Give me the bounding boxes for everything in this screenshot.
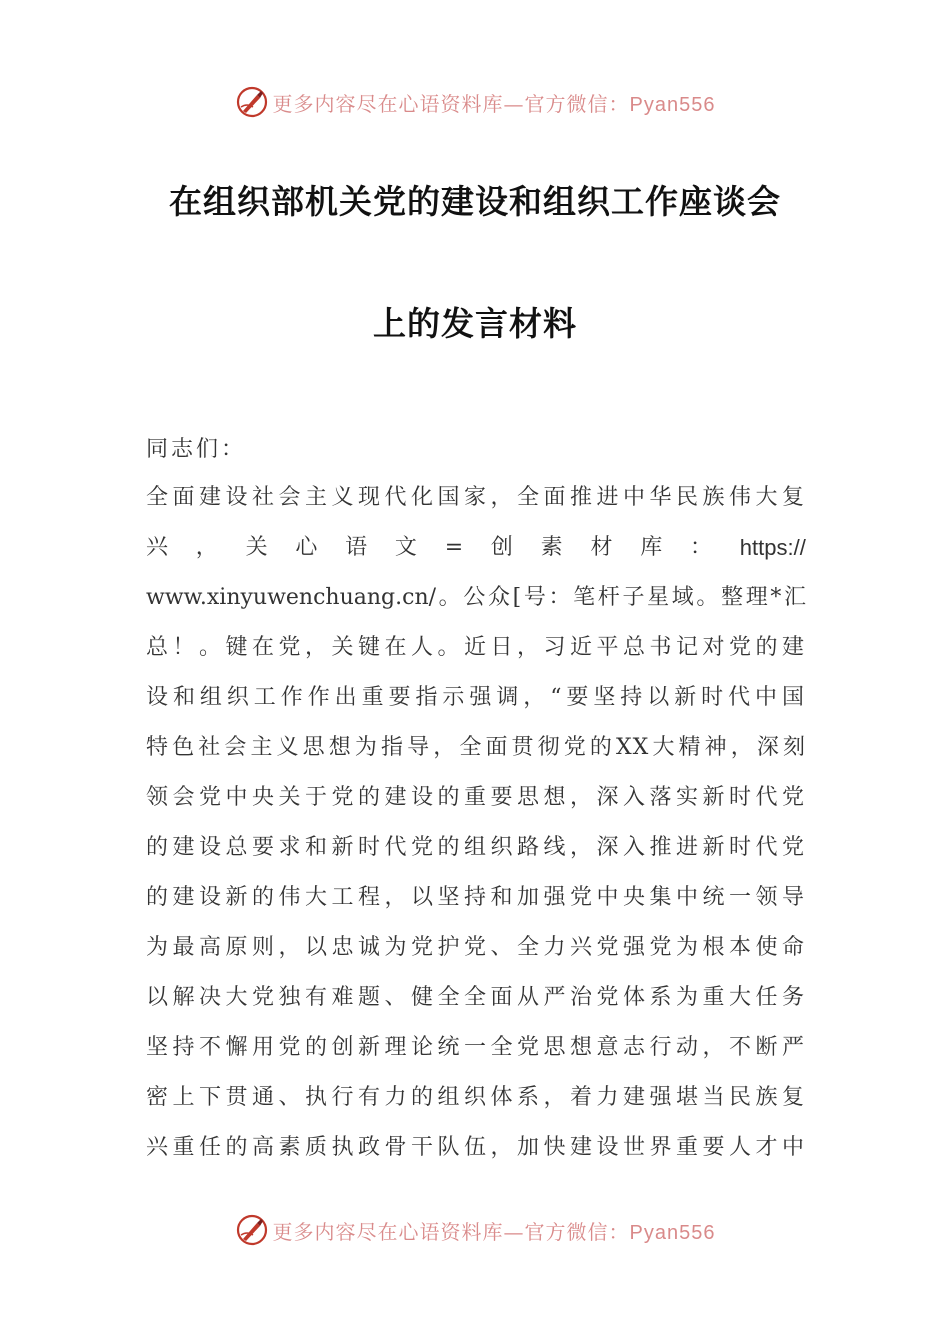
body-line: [146, 581, 806, 615]
body-char: 素: [540, 535, 563, 560]
body-line-text: www.xinyuwenchuang.cn/。公众[号：笔杆子星域。整理*汇: [146, 585, 806, 610]
body-char: 兴: [146, 535, 169, 560]
wechat-id: Pyan556: [629, 1221, 716, 1244]
body-char: 语: [345, 535, 368, 560]
body-char: 创: [490, 535, 513, 560]
body-char: 文: [394, 535, 417, 560]
body-line: 兴重任的高素质执政骨干队伍，加快建设世界重要人才中: [146, 1135, 806, 1160]
body-line: 为最高原则，以忠诚为党护党、全力兴党强党为根本使命: [146, 935, 806, 960]
body-char: ：: [690, 535, 713, 560]
pen-logo-icon: [235, 1213, 269, 1247]
document-title-line-2: 上的发言材料: [373, 304, 577, 343]
body-line: 的建设总要求和新时代党的组织路线，深入推进新时代党: [146, 835, 806, 860]
body-line: 密上下贯通、执行有力的组织体系，着力建强堪当民族复: [146, 1085, 806, 1110]
greeting: 同志们：: [146, 437, 247, 462]
body-line-spread: [146, 531, 806, 565]
body-line: 领会党中央关于党的建设的重要思想，深入落实新时代党: [146, 785, 806, 810]
body-char: ，: [195, 535, 218, 560]
body-char: 材: [590, 535, 613, 560]
body-line: 的建设新的伟大工程，以坚持和加强党中央集中统一领导: [146, 885, 806, 910]
body-char: https://: [739, 535, 806, 560]
body-line: 设和组织工作作出重要指示强调，“要坚持以新时代中国: [146, 685, 806, 710]
watermark-banner-top: [0, 82, 950, 122]
banner-text: 更多内容尽在心语资料库—官方微信：Pyan556: [272, 91, 716, 116]
body-line: 特色社会主义思想为指导，全面贯彻党的XX大精神，深刻: [146, 735, 806, 760]
body-line: 以解决大党独有难题、健全全面从严治党体系为重大任务: [146, 985, 806, 1010]
watermark-banner-bottom: [0, 1210, 950, 1250]
wechat-id: Pyan556: [629, 93, 716, 116]
body-char: 库: [640, 535, 663, 560]
body-line: 坚持不懈用党的创新理论统一全党思想意志行动，不断严: [146, 1035, 806, 1060]
body-char: =: [444, 535, 464, 560]
body-char: 关: [245, 535, 268, 560]
pen-logo-icon: [235, 85, 269, 119]
body-line: 全面建设社会主义现代化国家，全面推进中华民族伟大复: [146, 485, 806, 510]
body-line: 总！。键在党，关键在人。近日，习近平总书记对党的建: [146, 635, 806, 660]
banner-text: 更多内容尽在心语资料库—官方微信：Pyan556: [272, 1219, 716, 1244]
document-title-line-1: 在组织部机关党的建设和组织工作座谈会: [169, 182, 781, 221]
body-char: 心: [295, 535, 318, 560]
